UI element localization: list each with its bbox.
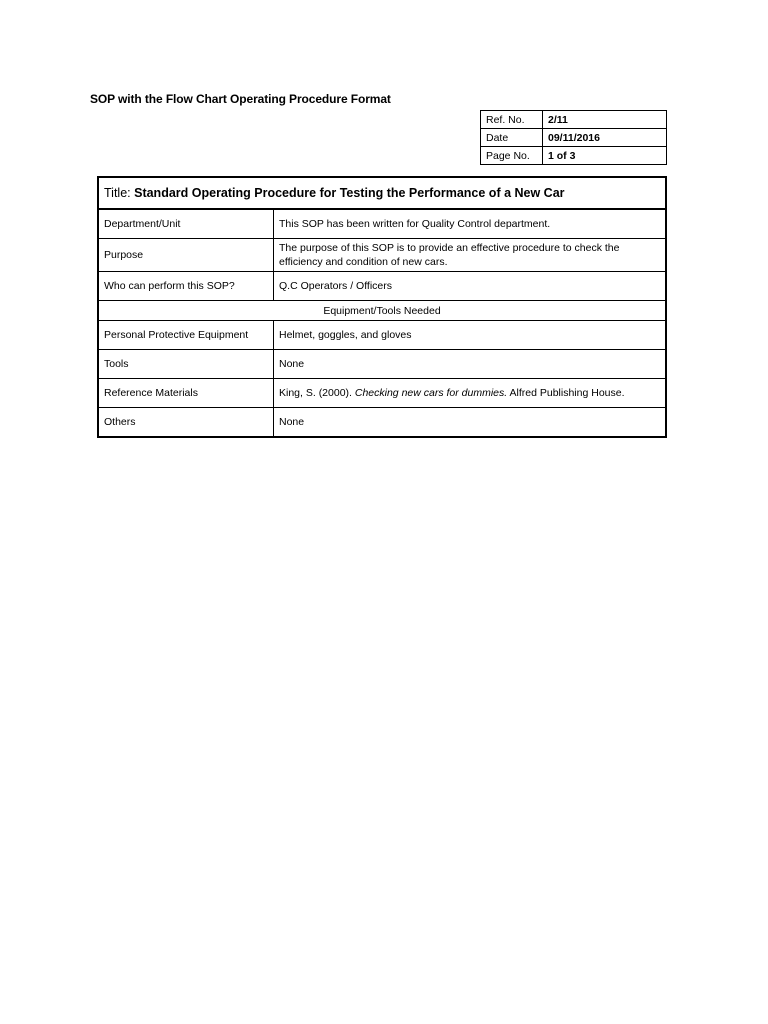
table-row [98, 408, 666, 438]
performer-value: Q.C Operators / Officers [274, 272, 667, 301]
sop-table [97, 176, 667, 438]
ppe-value: Helmet, goggles, and gloves [274, 321, 667, 350]
equipment-section-heading: Equipment/Tools Needed [98, 301, 666, 321]
table-row [481, 147, 667, 165]
page-no-value: 1 of 3 [543, 147, 667, 165]
others-value: None [274, 408, 667, 438]
tools-value: None [274, 350, 667, 379]
page-no-label: Page No. [481, 147, 543, 165]
citation-publisher: Alfred Publishing House. [507, 387, 625, 400]
table-row [98, 209, 666, 239]
department-label: Department/Unit [98, 209, 274, 239]
reference-materials-value [274, 379, 667, 408]
others-label: Others [98, 408, 274, 438]
sop-title-cell [98, 177, 666, 209]
department-value: This SOP has been written for Quality Control department. [274, 209, 667, 239]
date-value: 09/11/2016 [543, 129, 667, 147]
sop-title: Standard Operating Procedure for Testing the Performance of a New Car [134, 185, 565, 200]
citation-author: King, S. (2000). [279, 387, 355, 400]
reference-table [480, 110, 667, 165]
performer-label: Who can perform this SOP? [98, 272, 274, 301]
ref-no-label: Ref. No. [481, 111, 543, 129]
ref-no-value: 2/11 [543, 111, 667, 129]
date-label: Date [481, 129, 543, 147]
reference-materials-label: Reference Materials [98, 379, 274, 408]
table-row [98, 239, 666, 272]
table-row [481, 111, 667, 129]
table-row [98, 379, 666, 408]
purpose-label: Purpose [98, 239, 274, 272]
sop-title-row [98, 177, 666, 209]
citation-title: Checking new cars for dummies. [354, 387, 508, 400]
table-row [481, 129, 667, 147]
tools-label: Tools [98, 350, 274, 379]
ppe-label: Personal Protective Equipment [98, 321, 274, 350]
sop-title-prefix: Title: [104, 185, 135, 200]
table-row [98, 321, 666, 350]
table-row [98, 350, 666, 379]
document-heading: SOP with the Flow Chart Operating Procedure Format [90, 92, 391, 106]
table-row [98, 272, 666, 301]
equipment-section-row [98, 301, 666, 321]
purpose-value: The purpose of this SOP is to provide an effective procedure to check the efficiency and condition of new cars. [274, 239, 667, 272]
